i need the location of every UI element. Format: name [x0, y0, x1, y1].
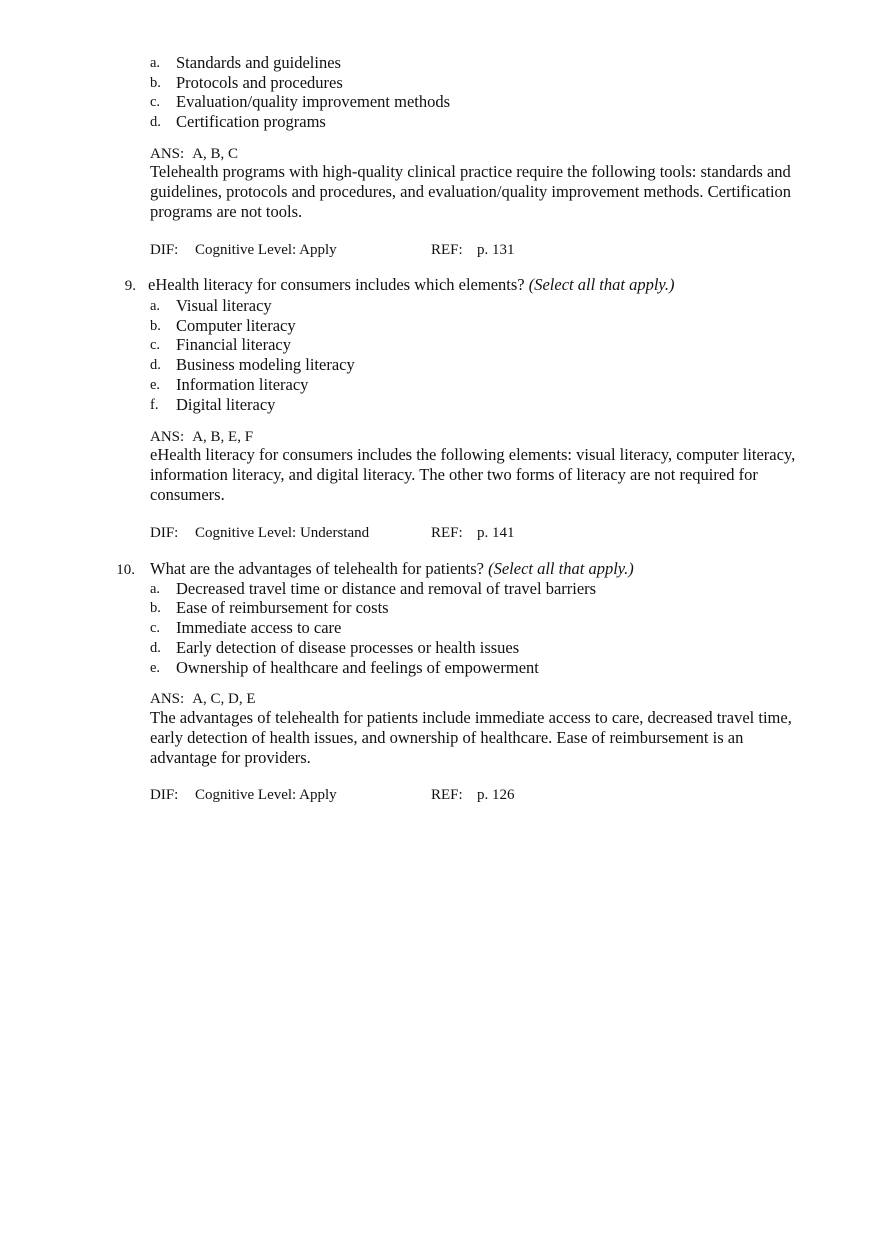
dif-ref-line: DIF: Cognitive Level: Apply REF: p. 131 — [150, 242, 515, 258]
option-a: a. Visual literacy — [150, 296, 272, 315]
option-b: b. Computer literacy — [150, 316, 296, 335]
question-text: eHealth literacy for consumers includes which elements? (Select all that apply.) — [148, 275, 675, 294]
option-b: b. Protocols and procedures — [150, 73, 343, 92]
option-d: d. Certification programs — [150, 112, 326, 131]
rationale: The advantages of telehealth for patients include immediate access to care, decreased travel time, early detection of health issues, and ownership of healthcare. Ease of reimbursement is an advantage for providers. — [150, 708, 792, 767]
rationale: Telehealth programs with high-quality clinical practice require the following tools: standards and guidelines, protocols and procedures, and evaluation/quality improvement methods. Certification programs are not tools. — [150, 162, 792, 221]
option-c: c. Evaluation/quality improvement methods — [150, 92, 451, 111]
option-b: b. Ease of reimbursement for costs — [150, 598, 389, 617]
question-number: 10. — [116, 562, 135, 578]
option-a: a. Decreased travel time or distance and removal of travel barriers — [150, 579, 597, 598]
option-a: a. Standards and guidelines — [150, 53, 341, 72]
option-e: e. Ownership of healthcare and feelings of empowerment — [150, 658, 539, 677]
option-e: e. Information literacy — [150, 375, 309, 394]
answer-line: ANS: A, C, D, E — [150, 691, 256, 707]
question-number: 9. — [124, 278, 136, 294]
question-text: What are the advantages of telehealth for patients? (Select all that apply.) — [150, 559, 634, 578]
answer-line: ANS: A, B, C — [150, 146, 239, 162]
option-f: f. Digital literacy — [150, 395, 276, 414]
option-c: c. Immediate access to care — [150, 618, 342, 637]
answer-line: ANS: A, B, E, F — [150, 429, 254, 445]
option-d: d. Business modeling literacy — [150, 355, 355, 374]
dif-ref-line: DIF: Cognitive Level: Understand REF: p. 141 — [150, 525, 515, 541]
option-c: c. Financial literacy — [150, 335, 291, 354]
option-d: d. Early detection of disease processes or health issues — [150, 638, 520, 657]
dif-ref-line: DIF: Cognitive Level: Apply REF: p. 126 — [150, 787, 515, 803]
rationale: eHealth literacy for consumers includes the following elements: visual literacy, computer literacy, information literacy, and digital literacy. The other two forms of literacy are not required for consumers. — [150, 445, 796, 504]
